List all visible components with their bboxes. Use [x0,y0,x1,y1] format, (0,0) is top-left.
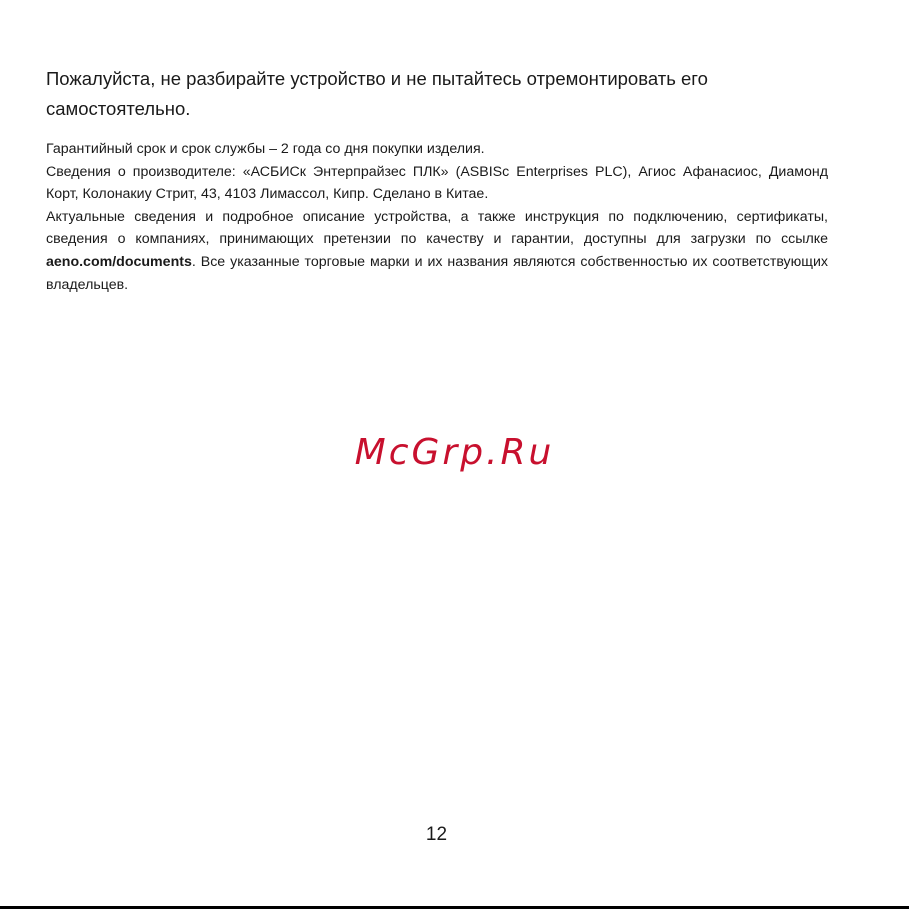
watermark: McGrp.Ru [354,432,555,473]
documents-paragraph [46,206,828,296]
documents-text-after-link: . Все указанные торговые марки и их названия являются собственностью их соответствующих владельцев. [46,253,828,293]
manufacturer-text: Сведения о производителе: «АСБИСк Энтерпрайзес ПЛК» (ASBISc Enterprises PLC), Агиос Афанасиос, Диамонд Корт, Колонакиу Стрит, 43, 4103 Лимассол, Кипр. Сделано в Китае. [46,163,828,203]
warranty-text: Гарантийный срок и срок службы – 2 года со дня покупки изделия. [46,141,485,157]
disassembly-warning: Пожалуйста, не разбирайте устройство и не пытайтесь отремонтировать его самостоятельно. [46,68,708,119]
documents-link[interactable]: aeno.com/documents [46,253,192,270]
info-block [46,138,828,296]
documents-text-before-link: Актуальные сведения и подробное описание устройства, а также инструкция по подключению, сертификаты, сведения о компаниях, принимающих претензии по качеству и гарантии, доступны для загрузки по ссылке [46,208,828,248]
page-number: 12 [425,824,448,845]
